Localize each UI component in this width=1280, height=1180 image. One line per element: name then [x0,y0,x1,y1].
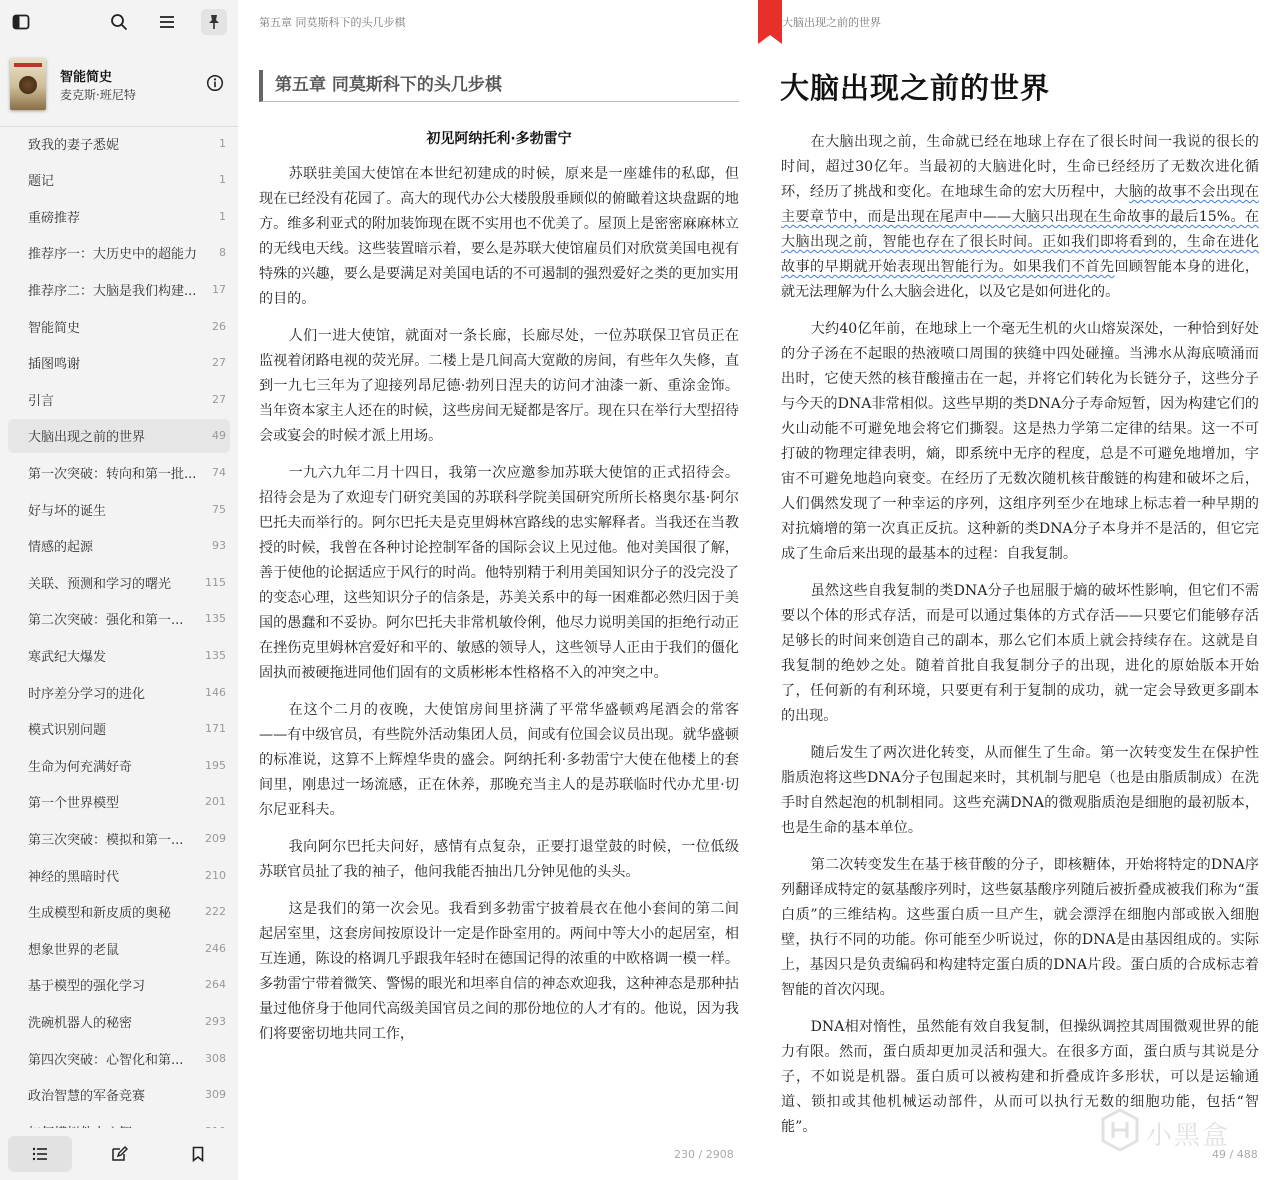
toc-item-label: 基于模型的强化学习 [28,979,146,995]
toc-item-page: 27 [212,356,226,370]
toc-item-label: 模式识别问题 [28,723,107,739]
toc-item-page: 1 [219,209,226,223]
list-icon [31,1145,49,1163]
paragraph: 在大脑出现之前，生命就已经在地球上存在了很长时间一我说的很长的时间，超过30亿年。当最初的大脑进化时，生命已经经历了无数次进化循环，经历了挑战和变化。在地球生命的宏大历程中，大脑的故事不会出现在主要章节中，而是出现在尾声中——大脑只出现在生命故事的最后15%。在大脑出现之前，智能也存在了很长时间。正如我们即将看到的，生命在进化故事的早期就开始表现出智能行为。如果我们不首先回顾智能本身的进化，就无法理解为什么大脑会进化，以及它是如何进化的。 [781,134,1260,300]
toc-item-label: 第三次突破：模拟和第一... [28,832,184,848]
toc-item[interactable] [8,1004,230,1038]
paragraph: 第二次转变发生在基于核苷酸的分子，即核糖体，开始将特定的DNA序列翻译成特定的氨基酸序列时，这些氨基酸序列随后被折叠成被我们称为“蛋白质”的三维结构。这些蛋白质一旦产生，就会漂浮在细胞内部或嵌入细胞壁，执行不同的功能。你可能至少听说过，你的DNA是由基因组成的。实际上，基因只是负责编码和构建特定蛋白质的DNA片段。蛋白质的合成标志着智能的首次闪现。 [781,857,1259,998]
toc-item-label: 政治智慧的军备竞赛 [28,1089,146,1105]
toc-item-page: 264 [205,978,226,992]
toc-item[interactable] [8,712,230,746]
toc-item-label: 寒武纪大爆发 [28,649,107,665]
toc-item-page: 49 [212,429,226,443]
toc-item[interactable] [8,1041,230,1075]
toc-item-label: 情感的起源 [28,540,94,556]
toc-item-page: 93 [212,539,226,553]
paragraph: 在这个二月的夜晚，大使馆房间里挤满了平常华盛顿鸡尾酒会的常客——有中级官员，有些院外活动集团人员，间或有位国会议员出现。就华盛顿的标准说，这算不上辉煌华贵的盛会。阿纳托利·多勃雷宁大使在他楼上的套间里，刚患过一场流感，正在休养，那晚充当主人的是苏联临时代办尤里·切尔尼亚科夫。 [259,702,739,818]
toc-item-label: 引言 [28,393,55,409]
toc-item-page: 246 [205,941,226,955]
toc-item-page: 1 [219,173,226,187]
toc-item-page: 17 [212,282,226,296]
toc-item[interactable] [8,492,230,526]
left-page-body [259,162,739,1122]
toc-item-page: 26 [212,319,226,333]
toc-item-label: 洗碗机器人的秘密 [28,1015,133,1031]
edit-icon [110,1145,128,1163]
paragraph: 虽然这些自我复制的类DNA分子也屈服于熵的破坏性影响，但它们不需要以个体的形式存活，而是可以通过集体的方式存活——只要它们能够存活足够长的时间来创造自己的副本，那么它们本质上就会持续存在。这就是自我复制的绝妙之处。随着首批自我复制分子的出现，进化的原始版本开始了，任何新的有利环境，只要更有利于复制的成功，就一定会导致更多副本的出现。 [781,583,1259,724]
watermark-text: 小黑盒 [1146,1121,1231,1151]
paragraph: DNA相对惰性，虽然能有效自我复制，但操纵调控其周围微观世界的能力有限。然而，蛋白质却更加灵活和强大。在很多方面，蛋白质与其说是分子，不如说是机器。蛋白质可以被构建和折叠成许多形状，可以是运输通道、锁扣或其他机械运动部件，从而可以执行无数的细胞功能，包括“智能”。 [781,1019,1259,1135]
right-running-head: 大脑出现之前的世界 [782,16,881,29]
chapter-heading: 第五章 同莫斯科下的头几步棋 [259,70,739,102]
table-of-contents [0,126,238,1126]
toc-item[interactable] [8,455,230,489]
right-page-body [781,130,1260,1135]
book-info-card[interactable] [10,58,230,110]
menu-icon [157,12,177,32]
toc-item-page: 146 [205,685,226,699]
toc-item[interactable] [8,748,230,782]
toc-item[interactable] [8,675,230,709]
toc-item-page: 27 [212,392,226,406]
pin-icon [204,12,224,32]
toc-item-page: 8 [219,246,226,260]
search-button[interactable] [106,9,132,35]
tab-notes[interactable] [87,1136,151,1172]
toc-item-label: 关联、预测和学习的曙光 [28,576,172,592]
paragraph: 人们一进大使馆，就面对一条长廊，长廊尽处，一位苏联保卫官员正在监视着闭路电视的荧光屏。二楼上是几间高大宽敞的房间，有些年久失修，直到一九七三年为了迎接列昂尼德·勃列日涅夫的访问才油漆一新、重涂金饰。当年资本家主人还在的时候，这些房间无疑都是客厅。现在只在举行大型招待会或宴会的时候才派上用场。 [259,328,739,444]
toc-item-label: 大脑出现之前的世界 [28,430,146,446]
book-cover [10,58,46,110]
sidebar-toolbar [0,0,238,44]
toggle-sidebar-button[interactable] [8,9,34,35]
toc-item[interactable] [8,931,230,965]
toc-item-page: 210 [205,868,226,882]
book-author: 麦克斯·班尼特 [60,88,136,102]
toc-item[interactable] [8,419,230,453]
sidebar-toggle-icon [11,12,31,32]
paragraph: 一九六九年二月十四日，我第一次应邀参加苏联大使馆的正式招待会。招待会是为了欢迎专门研究美国的苏联科学院美国研究所所长格奥尔基·阿尔巴托夫而举行的。阿尔巴托夫是克里姆林宫路线的忠实解释者。当我还在当教授的时候，我曾在各种讨论控制军备的国际会议上见过他。他对美国很了解，善于使他的论据适应于风行的时尚。他特别精于利用美国知识分子的没完没了的变态心理，这些知识分子的信条是，苏美关系中的每一困难都必然归因于美国的愚蠢和不妥协。阿尔巴托夫非常机敏伶俐，他尽力说明美国的拒绝行动正在挫伤克里姆林宫爱好和平的、敏感的领导人，这些领导人正由于我们的僵化固执而被硬拖进同他们固有的文质彬彬本性格格不入的冲突之中。 [259,465,739,681]
toc-item[interactable] [8,126,230,160]
toc-item-label: 第二次突破：强化和第一... [28,613,184,629]
toc-item-page: 309 [205,1088,226,1102]
toc-item[interactable] [8,858,230,892]
toc-item-label: 重磅推荐 [28,210,81,226]
toc-item[interactable] [8,821,230,855]
toc-item-label: 时序差分学习的进化 [28,686,146,702]
toc-item-label: 想象世界的老鼠 [28,942,120,958]
toc-item[interactable] [8,382,230,416]
toc-item-label: 致我的妻子悉妮 [28,137,120,153]
watermark [1098,1106,1248,1156]
toc-item-label: 推荐序二：大脑是我们构建... [28,283,197,299]
book-title: 智能简史 [60,70,113,85]
toc-item-page: 209 [205,831,226,845]
toc-item-label: 插图鸣谢 [28,357,81,373]
toc-item[interactable] [8,272,230,306]
toc-item-label: 神经的黑暗时代 [28,869,120,885]
pin-button[interactable] [201,9,227,35]
toc-item-page: 74 [212,465,226,479]
toc-item-page: 135 [205,612,226,626]
toc-item-page: 115 [205,575,226,589]
toc-item[interactable] [8,968,230,1002]
toc-item[interactable] [8,309,230,343]
toc-item-label: 推荐序一：大历史中的超能力 [28,247,198,263]
sidebar [0,0,238,1180]
info-icon[interactable] [206,74,224,92]
toc-item-label: 生命为何充满好奇 [28,759,133,775]
paragraph: 我向阿尔巴托夫问好，感情有点复杂，正要打退堂鼓的时候，一位低级苏联官员扯了我的袖子，他问我能否抽出几分钟见他的头头。 [259,839,739,880]
toc-item[interactable] [8,895,230,929]
sidebar-bottom-tabs [0,1128,238,1180]
toc-item-page: 75 [212,502,226,516]
highlighted-passage[interactable]: 脑的故事不会出现在主要章节中，而是出现在尾声中——大脑只出现在生命故事的最后15%。在大脑出现之前，智能也存在了很长时间。正如我们即将看到的，生命在进化故事的早期就开始表现出智能行为。如果我们不首先 [781,184,1260,275]
toc-item-page: 195 [205,758,226,772]
menu-button[interactable] [154,9,180,35]
toc-item-label: 题记 [28,174,55,190]
toc-item[interactable] [8,602,230,636]
toc-item[interactable] [8,565,230,599]
toc-item-page: 171 [205,722,226,736]
section-heading: 初见阿纳托利·多勃雷宁 [426,131,572,147]
bookmark-icon [189,1145,207,1163]
toc-item[interactable] [8,1078,230,1112]
tab-bookmarks[interactable] [166,1136,230,1172]
paragraph: 随后发生了两次进化转变，从而催生了生命。第一次转变发生在保护性脂质泡将这些DNA分子包围起来时，其机制与肥皂（也是由脂质制成）在洗手时自然起泡的机制相同。这些充满DNA的微观脂质泡是细胞的最初版本，也是生命的基本单位。 [781,745,1259,836]
toc-item-page: 135 [205,648,226,662]
toc-item-label: 好与坏的诞生 [28,503,107,519]
toc-item[interactable] [8,638,230,672]
toc-item[interactable] [8,529,230,563]
toc-item-page: 222 [205,905,226,919]
tab-contents[interactable] [8,1136,72,1172]
bookmark-ribbon-icon[interactable] [758,0,782,44]
toc-item-page: 1 [219,136,226,150]
toc-item[interactable] [8,163,230,197]
search-icon [109,12,129,32]
toc-item-page: 293 [205,1014,226,1028]
toc-item-label: 第一次突破：转向和第一批... [28,466,197,482]
left-running-head: 第五章 同莫斯科下的头几步棋 [259,16,406,29]
toc-item[interactable] [8,236,230,270]
toc-item-page: 308 [205,1051,226,1065]
toc-item-label: 智能简史 [28,320,81,336]
paragraph: 这是我们的第一次会见。我看到多勃雷宁披着晨衣在他小套间的第二间起居室里，这套房间按原设计一定是作卧室用的。两间中等大小的起居室，相互连通，陈设的格调几乎跟我年轻时在德国记得的浓重的中欧格调一模一样。多勃雷宁带着微笑、警惕的眼光和坦率自信的神态欢迎我，这种神态是那种拈量过他侪身于他同代高级美国官员之间的那份地位的人才有的。他说，因为我们将要密切地共同工作， [259,901,739,1042]
toc-item[interactable] [8,199,230,233]
chapter-title: 大脑出现之前的世界 [780,71,1051,105]
toc-item-label: 第四次突破：心智化和第... [28,1052,184,1068]
toc-item[interactable] [8,346,230,380]
paragraph: 大约40亿年前，在地球上一个毫无生机的火山熔炭深处，一种恰到好处的分子汤在不起眼的热液喷口周围的狭缝中四处碰撞。当沸水从海底喷涌而出时，它使天然的核苷酸撞击在一起，并将它们转化为长链分子，这些分子与今天的DNA非常相似。这些早期的类DNA分子寿命短暂，因为构建它们的火山动能不可避免地会将它们撕裂。这是热力学第二定律的结果。这一不可打破的物理定律表明，熵，即系统中无序的程度，总是不可避免地增加，宇宙不可避免地趋向衰变。在经历了无数次随机核苷酸链的构建和破坏之后，人们偶然发现了一种幸运的序列，这组序列至少在地球上标志着一种早期的对抗熵增的第一次真正反抗。这种新的类DNA分子本身并不是活的，但它完成了生命后来出现的最基本的过程：自我复制。 [781,321,1259,562]
right-page-number: 49 / 488 [1212,1148,1258,1161]
toc-item-page: 201 [205,795,226,809]
toc-item-label: 第一个世界模型 [28,796,120,812]
paragraph: 苏联驻美国大使馆在本世纪初建成的时候，原来是一座雄伟的私邸，但现在已经没有花园了。高大的现代办公大楼殷殷垂顾似的俯瞰着这块盘踞的地方。维多利亚式的附加装饰现在既不实用也不优美了。屋顶上是密密麻麻林立的无线电天线。这些装置暗示着，要么是苏联大使馆雇员们对欣赏美国电视有特殊的兴趣，要么是要满足对美国电话的不可遏制的强烈爱好之类的更加实用的目的。 [259,166,739,307]
toc-item-label: 生成模型和新皮质的奥秘 [28,906,172,922]
left-page-number: 230 / 2908 [674,1148,734,1161]
watermark-logo-icon [1100,1108,1140,1152]
toc-item[interactable] [8,785,230,819]
